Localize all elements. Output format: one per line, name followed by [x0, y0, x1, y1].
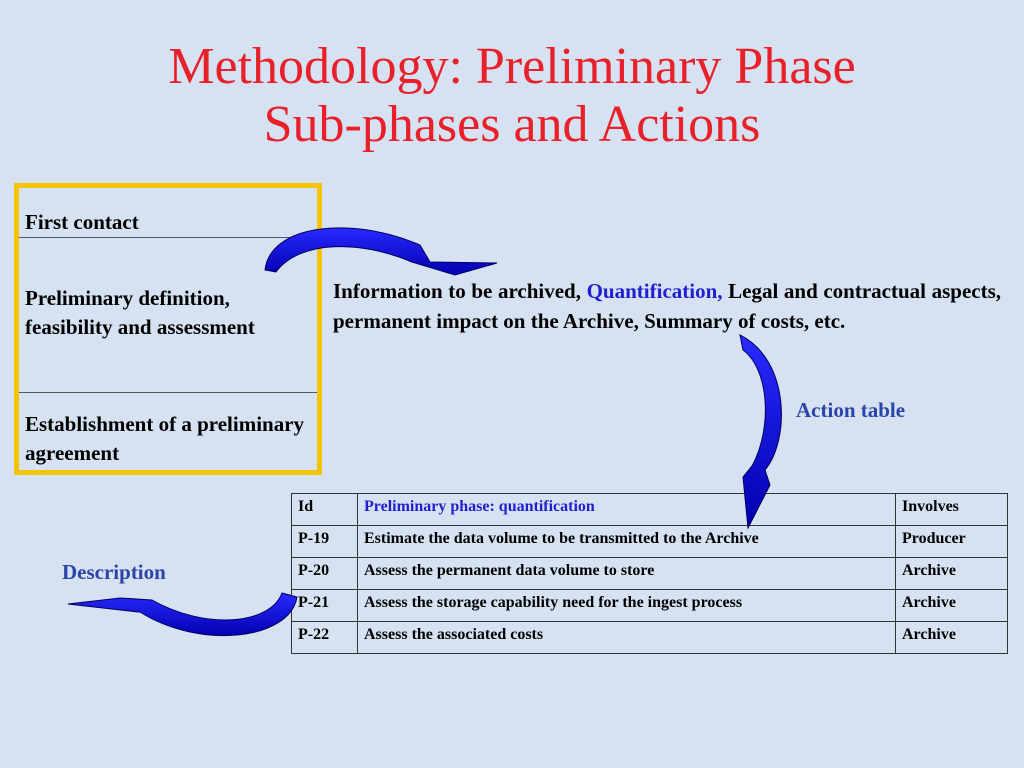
sub-phase-preliminary-definition: Preliminary definition, feasibility and assessment: [25, 286, 255, 339]
title-line-2: Sub-phases and Actions: [263, 96, 761, 153]
header-id: Id: [292, 494, 358, 526]
cell-action: Assess the storage capability need for the ingest process: [358, 590, 896, 622]
header-involves: Involves: [896, 494, 1008, 526]
info-highlight: Quantification,: [586, 279, 723, 303]
cell-involves: Archive: [896, 558, 1008, 590]
action-table-label: Action table: [796, 398, 906, 422]
title-line-1: Methodology: Preliminary Phase: [168, 38, 856, 95]
arrow-to-info-icon: [265, 228, 497, 275]
cell-action: Assess the associated costs: [358, 622, 896, 654]
cell-id: P-22: [292, 622, 358, 654]
cell-id: P-19: [292, 526, 358, 558]
info-part-2: Legal and contractual aspects, permanent impact on the Archive, Summary of costs, etc.: [333, 279, 1002, 333]
info-part-1: Information to be archived,: [333, 279, 587, 303]
sub-phase-first-contact: First contact: [25, 210, 139, 234]
header-description: Preliminary phase: quantification: [358, 494, 896, 526]
description-label: Description: [62, 560, 166, 584]
cell-action: Estimate the data volume to be transmitted to the Archive: [358, 526, 896, 558]
cell-id: P-21: [292, 590, 358, 622]
cell-action: Assess the permanent data volume to store: [358, 558, 896, 590]
cell-involves: Producer: [896, 526, 1008, 558]
arrow-to-table-icon: [740, 335, 781, 528]
cell-id: P-20: [292, 558, 358, 590]
cell-involves: Archive: [896, 590, 1008, 622]
sub-phase-preliminary-agreement: Establishment of a preliminary agreement: [25, 412, 305, 465]
cell-involves: Archive: [896, 622, 1008, 654]
arrow-to-description-icon: [68, 593, 297, 636]
